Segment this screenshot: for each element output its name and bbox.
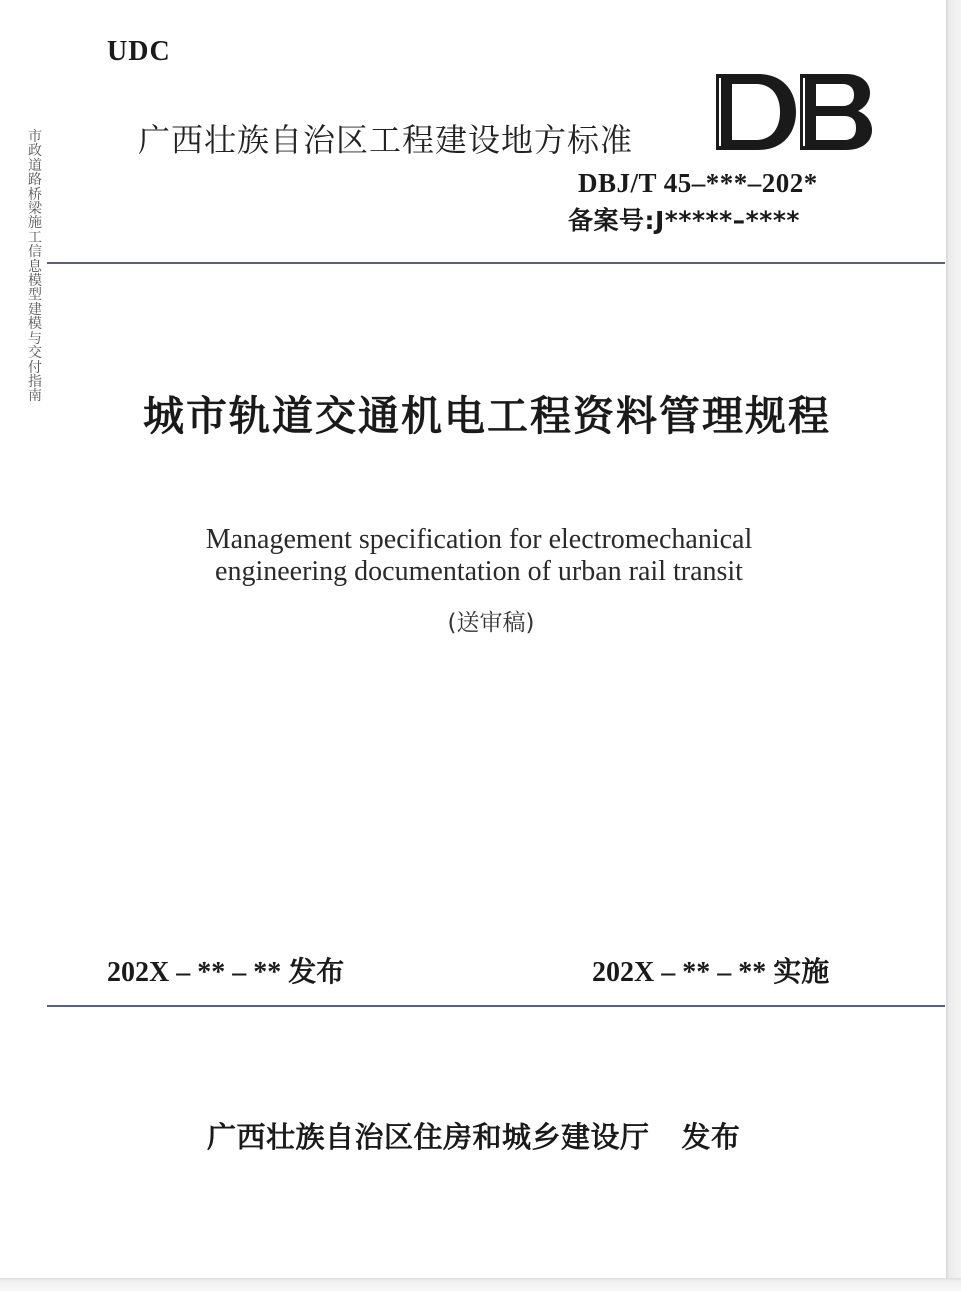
- db-logo-d: [716, 74, 796, 150]
- standard-category: 广西壮族自治区工程建设地方标准: [138, 121, 634, 159]
- db-logo: [712, 70, 872, 154]
- spine-text: 市政道路桥梁施工信息模型建模与交付指南: [28, 129, 42, 405]
- document-title-en: [0, 524, 958, 588]
- page-edge-bottom: [0, 1278, 961, 1291]
- standard-number: DBJ/T 45–***–202*: [578, 168, 818, 198]
- issue-date-value: 202X – ** – **: [107, 957, 289, 988]
- issue-label: 发布: [288, 955, 345, 988]
- db-logo-b: [800, 74, 872, 150]
- draft-note: (送审稿): [447, 610, 535, 636]
- title-en-line-1: Management specification for electromechanical: [205, 524, 753, 555]
- title-en-line-2: engineering documentation of urban rail transit: [215, 556, 743, 587]
- publish-label: 发布: [681, 1120, 741, 1154]
- document-title-cn: 城市轨道交通机电工程资料管理规程: [143, 392, 831, 440]
- issue-date: [107, 950, 344, 990]
- implementation-date: [592, 950, 829, 990]
- top-divider: [47, 262, 945, 264]
- impl-label: 实施: [773, 955, 830, 988]
- publisher: [207, 1115, 740, 1156]
- publisher-name: 广西壮族自治区住房和城乡建设厅: [207, 1120, 650, 1154]
- page-edge-right: [946, 0, 961, 1291]
- record-number: 备案号:J*****–****: [568, 206, 800, 235]
- udc-label: UDC: [107, 36, 171, 67]
- impl-date-value: 202X – ** – **: [592, 957, 774, 988]
- bottom-divider: [47, 1005, 945, 1007]
